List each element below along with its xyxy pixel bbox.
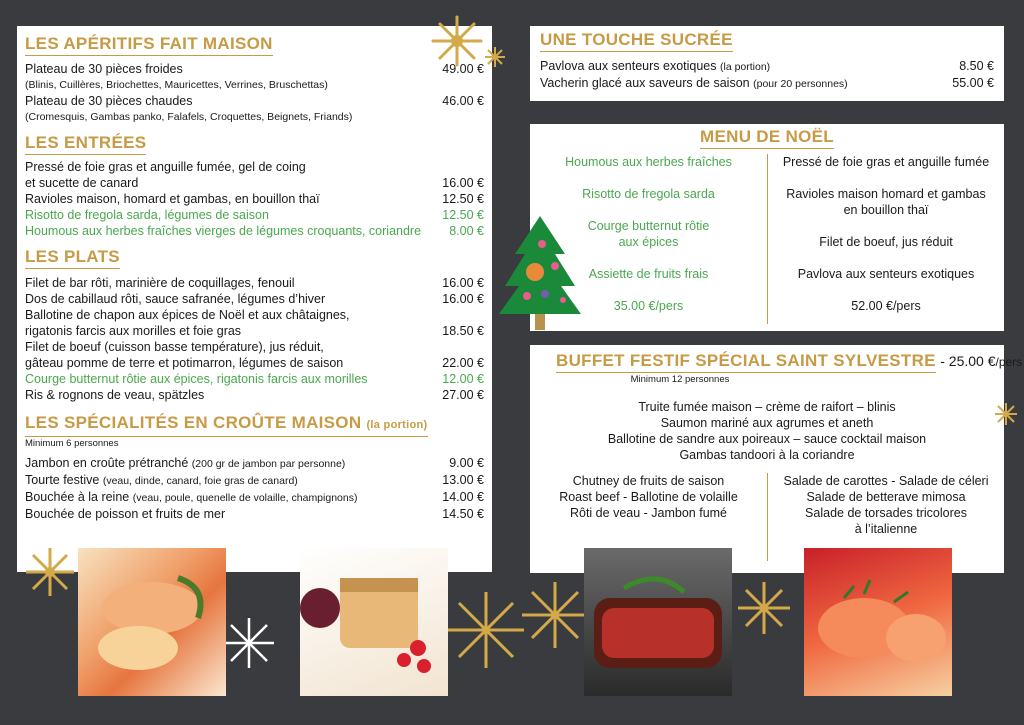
noel-right-item: Filet de boeuf, jus réduit: [819, 235, 953, 249]
entrees-section: [25, 133, 484, 239]
plat-row: Filet de boeuf (cuisson basse température), jus réduit,: [25, 340, 324, 354]
sucree-panel: [530, 26, 1004, 101]
croute-section: [25, 413, 484, 522]
noel-right-item: en bouillon thaï: [843, 203, 929, 217]
buffet-item: Saumon mariné aux agrumes et aneth: [660, 416, 874, 430]
aperitif-detail: (Cromesquis, Gambas panko, Falafels, Croquettes, Beignets, Friands): [25, 111, 353, 123]
aperitifs-section: [25, 34, 484, 125]
plat-row: Ris & rognons de veau, spätzles 27.00 €: [25, 388, 484, 402]
buffet-item: Salade de betterave mimosa: [806, 490, 966, 504]
buffet-right-list: [768, 473, 1004, 537]
noel-left-item: Assiette de fruits frais: [588, 267, 709, 281]
croute-title: LES SPÉCIALITÉS EN CROÛTE MAISON (la portion): [25, 413, 428, 437]
plats-title: LES PLATS: [25, 247, 120, 269]
christmas-tree-icon: [497, 214, 583, 334]
plat-row: Filet de bar rôti, marinière de coquillages, fenouil 16.00 €: [25, 276, 484, 290]
noel-right-item: Pavlova aux senteurs exotiques: [797, 267, 975, 281]
noel-title: MENU DE NOËL: [700, 127, 834, 149]
beef-photo: [584, 548, 732, 696]
croute-note: (la portion): [366, 419, 428, 431]
entree-row-vegetarian: Risotto de fregola sarda, légumes de saison 12.50 €: [25, 208, 484, 222]
buffet-item: Roast beef - Ballotine de volaille: [559, 490, 738, 504]
aperitifs-title: LES APÉRITIFS FAIT MAISON: [25, 34, 273, 56]
noel-left-item: aux épices: [618, 235, 679, 249]
plat-row: gâteau pomme de terre et potimarron, légumes de saison 22.00 €: [25, 356, 484, 370]
snowflake-icon: [446, 590, 526, 670]
buffet-item: Chutney de fruits de saison: [572, 474, 725, 488]
buffet-item: Truite fumée maison – crème de raifort – blinis: [638, 400, 896, 414]
croute-row: Bouchée à la reine (veau, poule, quenelle de volaille, champignons) 14.00 €: [25, 490, 484, 504]
shrimp-photo: [78, 548, 226, 696]
snowflake-icon: [520, 580, 590, 650]
foie-gras-photo: [300, 548, 448, 696]
snowflake-icon: [430, 14, 484, 68]
buffet-price: - 25.00 €/pers: [940, 353, 1023, 369]
noel-left-item: Courge butternut rôtie: [587, 219, 710, 233]
croute-row: Jambon en croûte prétranché (200 gr de jambon par personne) 9.00 €: [25, 456, 484, 470]
aperitif-row: Plateau de 30 pièces froides 49.00 €: [25, 62, 484, 76]
snowflake-icon: [484, 46, 506, 68]
croute-row: Tourte festive (veau, dinde, canard, foie gras de canard) 13.00 €: [25, 473, 484, 487]
noel-left-item: Risotto de fregola sarda: [582, 187, 715, 201]
buffet-title: BUFFET FESTIF SPÉCIAL SAINT SYLVESTRE: [556, 351, 936, 373]
entree-row: Pressé de foie gras et anguille fumée, gel de coing: [25, 160, 306, 174]
buffet-minimum: Minimum 12 personnes: [630, 374, 730, 385]
sucree-row: Vacherin glacé aux saveurs de saison (pour 20 personnes) 55.00 €: [540, 76, 994, 90]
plat-row: Dos de cabillaud rôti, sauce safranée, légumes d’hiver 16.00 €: [25, 292, 484, 306]
entree-row-vegetarian: Houmous aux herbes fraîches vierges de légumes croquants, coriandre 8.00 €: [25, 224, 484, 238]
snowflake-icon: [24, 546, 76, 598]
croute-row: Bouchée de poisson et fruits de mer 14.50 €: [25, 507, 484, 521]
noel-right-item: Pressé de foie gras et anguille fumée: [782, 155, 990, 169]
buffet-item: Gambas tandoori à la coriandre: [679, 448, 855, 462]
entree-row: Ravioles maison, homard et gambas, en bouillon thaï 12.50 €: [25, 192, 484, 206]
buffet-item: Rôti de veau - Jambon fumé: [569, 506, 728, 520]
buffet-panel: [530, 345, 1023, 573]
noel-panel: [530, 124, 1004, 331]
sucree-row: Pavlova aux senteurs exotiques (la portion) 8.50 €: [540, 59, 994, 73]
sucree-title: UNE TOUCHE SUCRÉE: [540, 30, 733, 52]
buffet-left-list: [530, 473, 767, 521]
buffet-item: à l’italienne: [854, 522, 918, 536]
aperitif-row: Plateau de 30 pièces chaudes 46.00 €: [25, 94, 484, 108]
left-menu-panel: [17, 26, 492, 572]
plat-row: rigatonis farcis aux morilles et foie gras 18.50 €: [25, 324, 484, 338]
noel-left-price: 35.00 €/pers: [613, 299, 684, 313]
buffet-item: Salade de carottes - Salade de céleri: [783, 474, 989, 488]
snowflake-icon: [222, 616, 276, 670]
snowflake-icon: [994, 402, 1018, 426]
plat-row-vegetarian: Courge butternut rôtie aux épices, rigatonis farcis aux morilles 12.00 €: [25, 372, 484, 386]
noel-right-item: Ravioles maison homard et gambas: [786, 187, 986, 201]
croute-minimum: Minimum 6 personnes: [25, 438, 119, 449]
entrees-title: LES ENTRÉES: [25, 133, 146, 155]
plats-section: [25, 247, 484, 403]
buffet-item: Salade de torsades tricolores: [805, 506, 967, 520]
buffet-item: Ballotine de sandre aux poireaux – sauce cocktail maison: [607, 432, 927, 446]
noel-right-price: 52.00 €/pers: [851, 299, 921, 313]
noel-left-item: Houmous aux herbes fraîches: [565, 155, 732, 169]
snowflake-icon: [736, 580, 792, 636]
plat-row: Ballotine de chapon aux épices de Noël et aux châtaignes,: [25, 308, 350, 322]
entree-row: et sucette de canard 16.00 €: [25, 176, 484, 190]
buffet-top-list: [530, 399, 1004, 463]
salmon-photo: [804, 548, 952, 696]
aperitif-detail: (Blinis, Cuillères, Briochettes, Mauricettes, Verrines, Bruschettas): [25, 79, 328, 91]
